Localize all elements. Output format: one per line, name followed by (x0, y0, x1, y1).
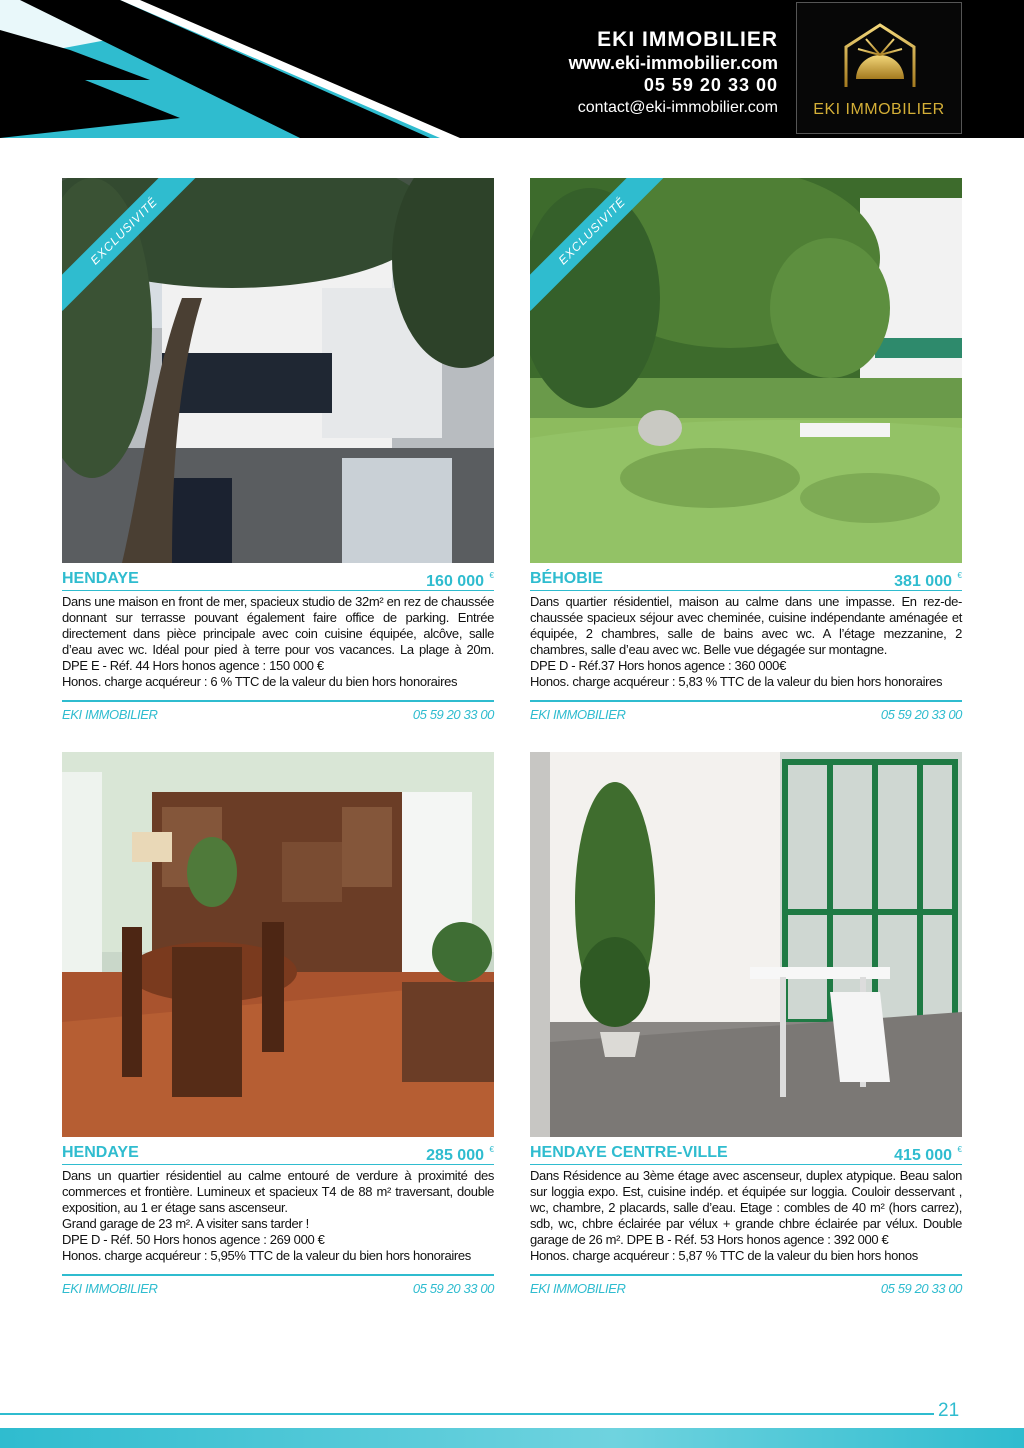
listing-title-row (62, 1142, 494, 1165)
footer-phone[interactable]: 05 59 20 33 00 (880, 1281, 962, 1296)
listing-price: 285 000 (426, 1147, 484, 1164)
description-paragraph: Dans un quartier résidentiel au calme entouré de verdure à proximité des commerces et frontière. Lumineux et spacieux T4 de 88 m² traversant, double exposition, au 1 er étage sans ascenseur. (62, 1168, 494, 1215)
listing-description (62, 1168, 494, 1264)
listing-footer (62, 1274, 494, 1298)
listing-description (62, 594, 494, 690)
currency-symbol: € (957, 1145, 962, 1154)
page-divider (0, 1413, 934, 1415)
listing-footer (530, 700, 962, 724)
currency-symbol: € (489, 1145, 494, 1154)
agency-logo (796, 2, 962, 134)
currency-symbol: € (489, 571, 494, 580)
footer-phone[interactable]: 05 59 20 33 00 (412, 1281, 494, 1296)
description-fees: Honos. charge acquéreur : 5,95% TTC de la valeur du bien hors honoraires (62, 1248, 471, 1263)
website-link[interactable]: www.eki-immobilier.com (568, 53, 778, 73)
sunrise-logo-icon (842, 21, 918, 91)
listing-title-row (62, 568, 494, 591)
description-fees: Honos. charge acquéreur : 5,87 % TTC de la valeur du bien hors honos (530, 1248, 918, 1263)
listing-city: BÉHOBIE (530, 570, 603, 587)
email-link[interactable]: contact@eki-immobilier.com (577, 99, 778, 116)
description-garage: Grand garage de 23 m². A visiter sans tarder ! (62, 1216, 309, 1231)
page-number: 21 (938, 1400, 960, 1421)
footer-phone[interactable]: 05 59 20 33 00 (412, 707, 494, 722)
agency-phone: 05 59 20 33 00 (643, 75, 778, 95)
description-fees: Honos. charge acquéreur : 6 % TTC de la valeur du bien hors honoraires (62, 674, 458, 689)
listing-footer (62, 700, 494, 724)
property-photo[interactable] (530, 752, 962, 1137)
footer-agency: EKI IMMOBILIER (530, 1281, 626, 1296)
description-ref: DPE D - Réf. 50 Hors honos agence : 269 000 € (62, 1232, 325, 1247)
logo-wordmark: EKI IMMOBILIER (813, 101, 945, 118)
listing-title-row (530, 568, 962, 591)
property-photo[interactable] (530, 178, 962, 563)
description-fees: Honos. charge acquéreur : 5,83 % TTC de la valeur du bien hors honoraires (530, 674, 943, 689)
agency-name: EKI IMMOBILIER (597, 28, 778, 51)
listing-description (530, 594, 962, 690)
listing-city: HENDAYE CENTRE-VILLE (530, 1144, 728, 1161)
description-ref: DPE D - Réf.37 Hors honos agence : 360 000€ (530, 658, 786, 673)
exclusive-ribbon: EXCLUSIVITÉ (530, 178, 672, 311)
listing-title-row (530, 1142, 962, 1165)
footer-phone[interactable]: 05 59 20 33 00 (880, 707, 962, 722)
currency-symbol: € (957, 571, 962, 580)
header-decoration (0, 0, 470, 138)
listing-description (530, 1168, 962, 1264)
exclusive-ribbon: EXCLUSIVITÉ (62, 178, 204, 311)
description-paragraph: Dans une maison en front de mer, spacieux studio de 32m² en rez de chaussée donnant sur terrasse pouvant également faire office de parking. Entrée directement dans pièce principale avec coin cuisine équipée, alcôve, salle d’eau avec wc. Idéal pour pied à terre pour vos vacances. La plage à 20m. DPE E - Réf. 44 Hors honos agence : 150 000 € (62, 594, 494, 673)
footer-agency: EKI IMMOBILIER (530, 707, 626, 722)
property-photo[interactable] (62, 178, 494, 563)
page-header (0, 0, 1024, 138)
listing-footer (530, 1274, 962, 1298)
listing-city: HENDAYE (62, 1144, 139, 1161)
footer-agency: EKI IMMOBILIER (62, 1281, 158, 1296)
listing-price: 415 000 (894, 1147, 952, 1164)
listing-city: HENDAYE (62, 570, 139, 587)
footer-agency: EKI IMMOBILIER (62, 707, 158, 722)
listing-price: 160 000 (426, 573, 484, 590)
property-photo[interactable] (62, 752, 494, 1137)
description-paragraph: Dans quartier résidentiel, maison au calme dans une impasse. En rez-de-chaussée spacieux séjour avec cheminée, cuisine indépendante aménagée et équipée, 2 chambres, salle de bains avec wc. A l’étage mezzanine, 2 chambres, salle d’eau avec wc. Belle vue dégagée sur montagne. (530, 594, 962, 657)
agency-contact (569, 28, 778, 120)
listing-price: 381 000 (894, 573, 952, 590)
bottom-band (0, 1428, 1024, 1448)
description-paragraph: Dans Résidence au 3ème étage avec ascenseur, duplex atypique. Beau salon sur loggia expo. Est, cuisine indép. et équipée sur loggia. Couloir desservant , wc, chambre, 2 placards, salle d’eau. Etage : combles de 40 m² (hors carrez), sdb, wc, chbre éclairée par vélux + grande chbre éclairée par vélux. Double garage de 26 m². DPE B - Réf. 53 Hors honos agence : 392 000 € (530, 1168, 962, 1247)
